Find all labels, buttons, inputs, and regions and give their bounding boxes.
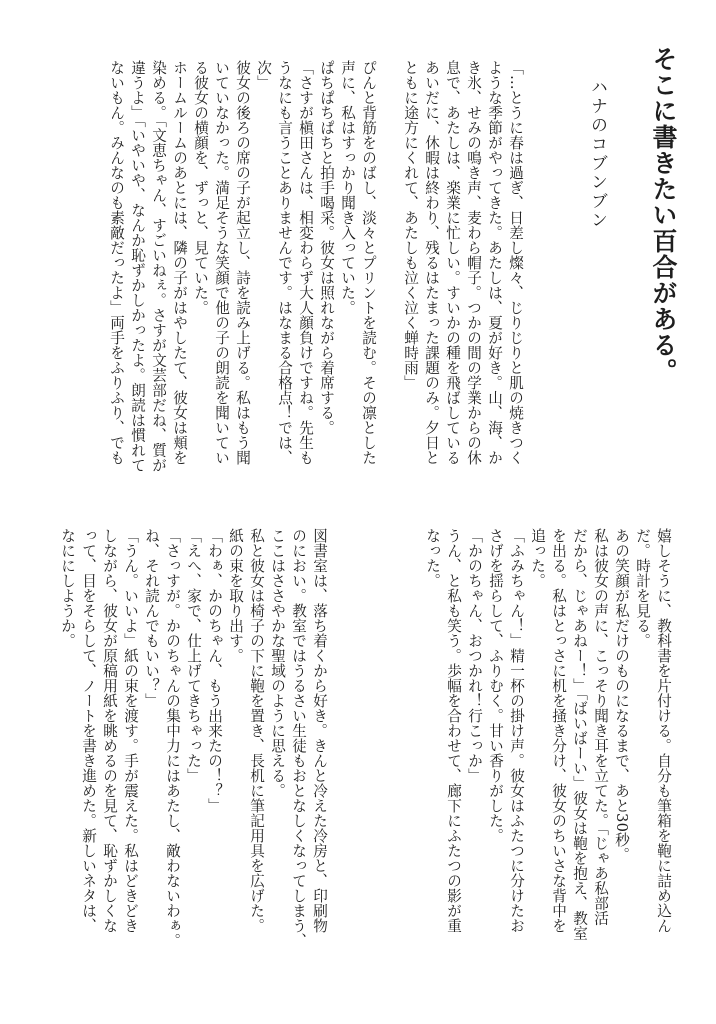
page-title: そこに書きたい百合がある。	[649, 46, 678, 384]
author-name: ハナのコブンブン	[587, 78, 607, 230]
body-text-upper: 「…とうに春は過ぎ、日差し燦々、じりじりと肌の焼きつく ような季節がやってきた。あたしは、夏が好き。山、海、か き氷、せみの鳴き声、麦わら帽子。つかの間の学業からの休 息で、あたしは、楽業に忙しい。すいかの種を飛ばしている あいだに、休暇は終わり、残るはたまった課題のみ。夕日と ともに途方にくれて、あたしも泣く泣く蝉時雨」 ぴんと背筋をのばし、淡々とプリントを読む。その凛とした 声に、私はすっかり聞き入っていた。 ぱちぱちぱちと拍手喝采。彼女は照れながら着席する。 「さすが槇田さんは、相変わらず大人顔負けですね。先生も うなにも言うことありませんです。はなまる合格点！では、 次」 彼女の後ろの席の子が起立し、詩を読み上げる。私はもう聞 いていなかった。満足そうな笑顔で他の子の朗読を聞いてい る彼女の横顔を、ずっと、見ていた。 ホームルームのあとには、隣の子がはやしたて、彼女は頬を 染める。「文恵ちゃん、すごいねぇ。さすが文芸部だね、質が 違うよ」「いやいや、なんか恥ずかしかったよ。朗読は慣れて ないもん。みんなのも素敵だったよ」両手をふりふり、でも	[108, 60, 524, 473]
body-text-lower-left: 図書室は、落ち着くから好き。きんと冷えた冷房と、印刷物 のにおい。教室ではうるさい生徒もおとなしくなってしまう、 ここはささやかな聖域のように思える。 私と彼女は椅子の下に鞄を置き、長机に筆記用具を広げた。 紙の束を取り出す。 「わぁ、かのちゃん、もう出来たの！？」 「えへ、家で、仕上げてきちゃった」 「さっすが。かのちゃんの集中力にはあたし、敵わないわぁ。 ね、それ読んでもいい？」 「うん。いいよ」紙の束を渡す。手が震えた。私はどきどき しながら、彼女が原稿用紙を眺めるのを見て、恥ずかしくな って、目をそらして、ノートを書き進めた。新しいネタは、 なににしようか。	[59, 528, 328, 948]
body-text-lower-right: 嬉しそうに、教科書を片付ける。自分も筆箱を鞄に詰め込ん だ。時計を見る。 あの笑顔が私だけのものになるまで、あと30秒。 私は彼女の声に、こっそり聞き耳を立てた。「じゃあ私部活 だから、じゃあねー！」「ばいばーい」彼女は鞄を抱え、教室 を出る。私はとっさに机を掻き分け、彼女のちいさな背中を 追った。 「ふみちゃん！」精一杯の掛け声。彼女はふたつに分けたお さげを揺らして、ふりむく。甘い香りがした。 「かのちゃん、おつかれ！行こっか」 うん、と私も笑う。歩幅を合わせて、廊下にふたつの影が重 なった。	[424, 528, 672, 941]
